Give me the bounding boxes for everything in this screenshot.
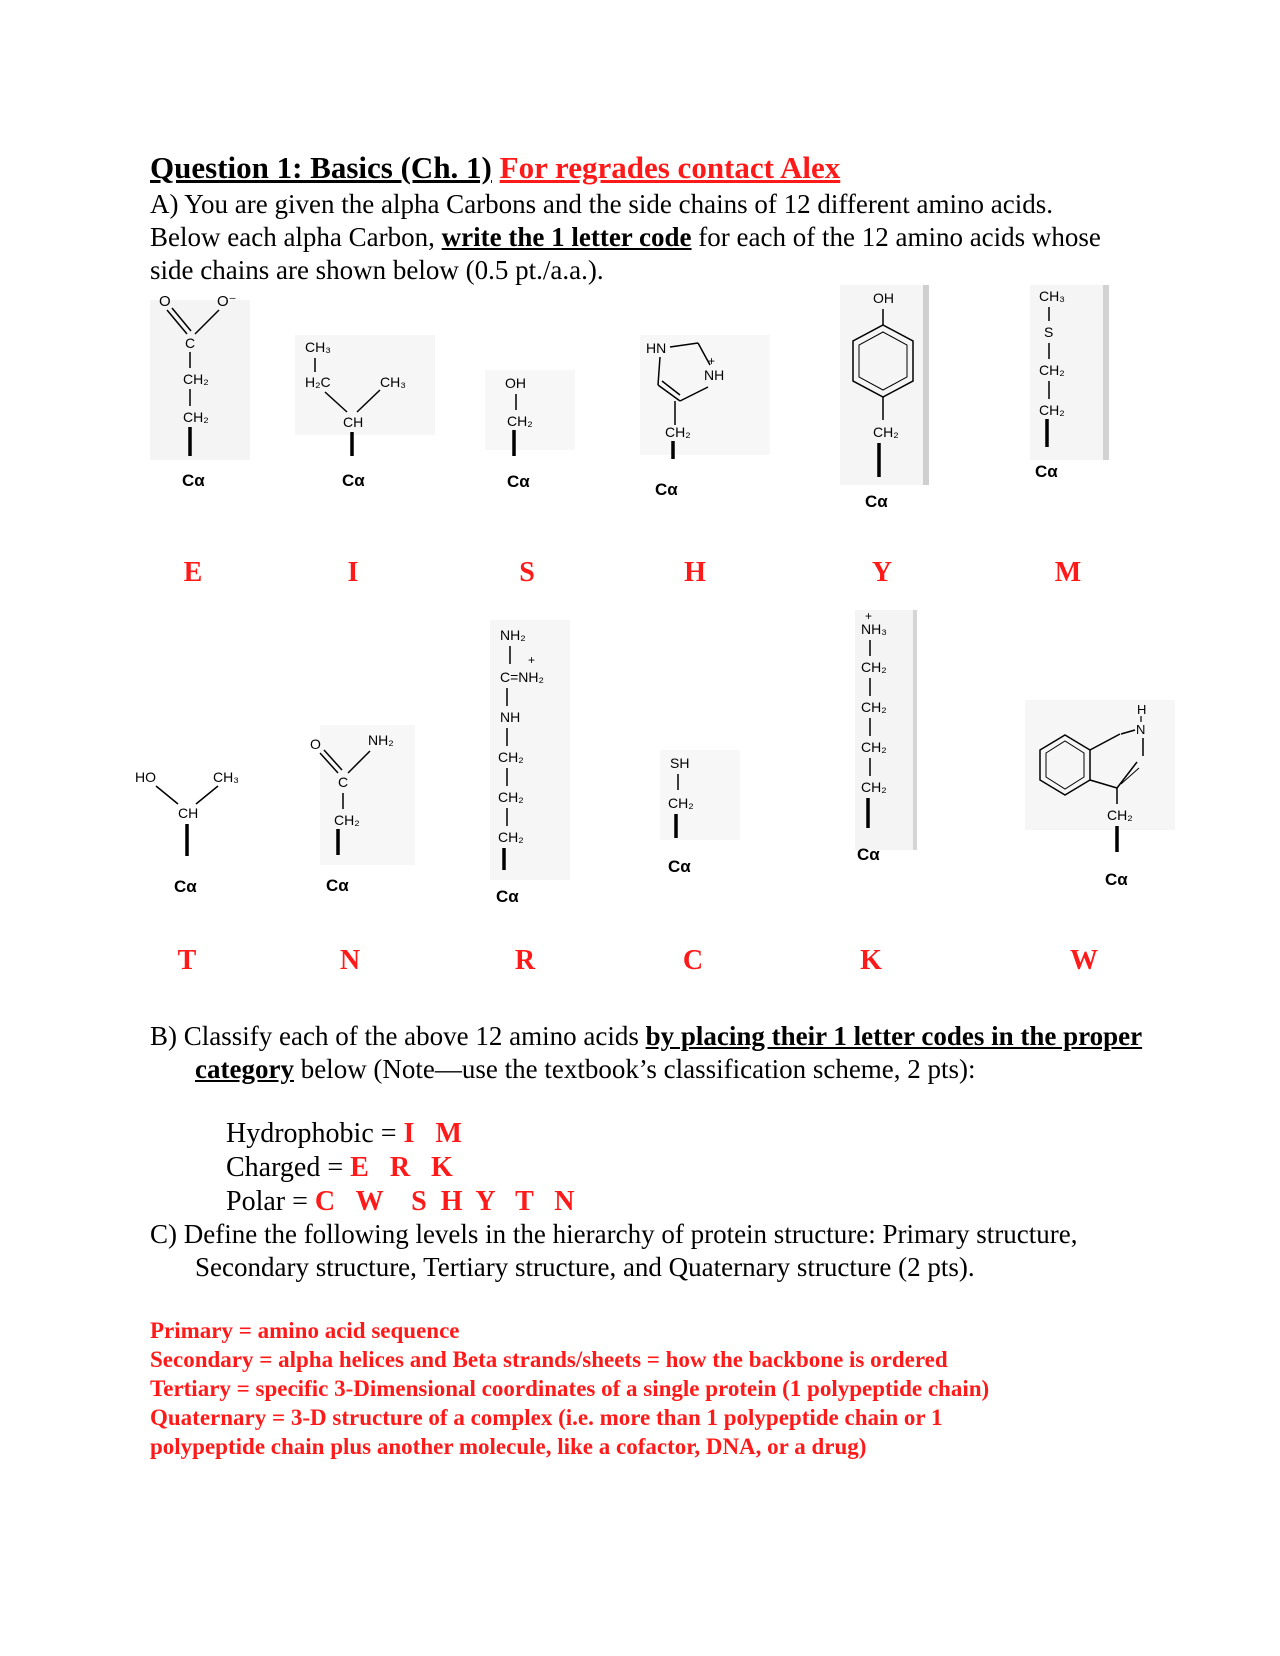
hydrophobic-row [226,1117,462,1151]
answer-10: C [682,945,704,976]
asparagine-diagram [300,725,430,905]
ominus-label: O⁻ [217,293,237,310]
structure-tryptophan [1025,700,1185,910]
ch2-label: CH₂ [183,371,209,387]
answer-8: N [339,945,361,976]
c-alpha-label: Cα [326,876,349,895]
plus-label: + [865,609,873,623]
ch2-label: CH₂ [1107,807,1133,823]
c-alpha-label: Cα [655,480,678,499]
answer-secondary: Secondary = alpha helices and Beta strands/sheets = how the backbone is ordered [150,1347,948,1372]
c-nh2-label: C=NH₂ [500,669,544,685]
title-regrade-note: For regrades contact Alex [499,150,841,185]
c-alpha-label: Cα [342,471,365,490]
question-title [150,150,840,186]
oh-label: OH [873,290,894,306]
ch2-label: CH₂ [1039,362,1065,378]
ch3-label: CH₃ [380,374,406,390]
structure-cysteine [660,750,760,900]
ho-label: HO [135,769,156,785]
sh-label: SH [670,755,690,771]
part-b-instructions [150,1020,1155,1086]
answer-9: R [514,945,536,976]
ch3-label: CH₃ [213,769,239,785]
hydrophobic-label: Hydrophobic = [226,1118,404,1149]
hydrophobic-values: I M [403,1118,462,1149]
tryptophan-diagram [1025,700,1185,910]
o-label: O [310,736,321,752]
structure-asparagine [300,725,430,905]
structure-tyrosine [835,285,935,535]
ch2-label: CH₂ [861,659,887,675]
lysine-diagram [855,610,955,890]
isoleucine-diagram [295,330,435,510]
nh2-label: NH₂ [368,732,394,748]
ch2-label: CH₂ [498,829,524,845]
ch2-label: CH₂ [861,699,887,715]
structure-serine [485,370,575,510]
c-alpha-label: Cα [857,845,880,864]
arginine-diagram [490,620,600,930]
charged-row [226,1151,453,1185]
answer-3: S [519,557,535,588]
glutamate-diagram [145,290,255,510]
answer-quaternary-line2: polypeptide chain plus another molecule, like a cofactor, DNA, or a drug) [150,1434,867,1459]
ch-label: CH [178,805,199,821]
answer-tertiary: Tertiary = specific 3-Dimensional coordinates of a single protein (1 polypeptide chain) [150,1376,990,1401]
nh-label: NH [704,367,725,383]
histidine-diagram [640,335,770,515]
ch3-label: CH₃ [305,339,331,355]
ch2-label: CH₂ [861,739,887,755]
c-alpha-label: Cα [1035,462,1058,481]
structure-arginine [490,620,600,930]
h2c-label: H₂C [305,374,331,390]
structure-histidine [640,335,770,515]
s-label: S [1044,324,1054,340]
nh3-label: NH₃ [861,621,887,637]
structure-threonine [130,760,250,910]
plus-label: + [528,653,536,667]
c-alpha-label: Cα [668,857,691,876]
answer-5: Y [871,557,893,588]
c-alpha-label: Cα [1105,870,1128,889]
answer-4: H [684,557,706,588]
ch2-label: CH₂ [507,413,533,429]
ch2-label: CH₂ [498,789,524,805]
serine-diagram [485,370,575,510]
title-main: Question 1: Basics (Ch. 1) [150,150,492,185]
charged-label: Charged = [226,1152,351,1183]
structure-lysine [855,610,955,890]
answer-quaternary-line1: Quaternary = 3-D structure of a complex (i.e. more than 1 polypeptide chain or 1 [150,1405,943,1430]
ch2-label: CH₂ [665,424,691,440]
cysteine-diagram [660,750,760,900]
oh-label: OH [505,375,526,391]
ch2-label: CH₂ [183,409,209,425]
answer-7: T [177,945,197,976]
c-alpha-label: Cα [865,492,888,511]
o-label: O [159,293,171,310]
part-c-instructions: C) Define the following levels in the hierarchy of protein structure: Primary structure, Secondary structure, Tertiary structure, and Quaternary structure (2 pts). [150,1219,1078,1282]
ch-label: CH [343,414,364,430]
ch2-label: CH₂ [668,795,694,811]
part-b-text-end: below (Note—use the textbook’s classification scheme, 2 pts): [293,1054,976,1084]
ch2-label: CH₂ [861,779,887,795]
part-a-instructions [150,188,1130,287]
ch2-label: CH₂ [1039,402,1065,418]
h-label: H [1137,702,1147,717]
hn-label: HN [646,340,667,356]
c-alpha-label: Cα [496,887,519,906]
answer-6: M [1054,557,1082,588]
polar-row [226,1185,575,1219]
part-a-emphasis: write the 1 letter code [441,222,692,252]
nh-label: NH [500,709,521,725]
plus-label: + [708,354,716,368]
c-alpha-label: Cα [182,471,205,490]
answer-1: E [183,557,203,588]
c-alpha-label: Cα [174,877,197,896]
c-label: C [185,335,196,351]
part-b-emphasis: by placing their 1 letter codes in the proper category [195,1021,1143,1084]
part-a-text: A) You are given the alpha Carbons and the side chains of 12 different amino acids. Below each alpha Carbon, [150,189,1054,252]
polar-values: C W S H Y T N [314,1186,575,1217]
tyrosine-diagram [835,285,935,535]
answer-primary: Primary = amino acid sequence [150,1318,460,1343]
ch2-label: CH₂ [334,812,360,828]
ch2-label: CH₂ [498,749,524,765]
ch2-label: CH₂ [873,424,899,440]
part-a-text-end: for each of the 12 amino acids whose side chains are shown below (0.5 pt./a.a.). [150,222,1101,285]
nh2-label: NH₂ [500,627,526,643]
n-label: N [1136,722,1146,737]
answer-12: W [1070,945,1098,976]
charged-values: E R K [350,1152,453,1183]
answer-2: I [347,557,359,588]
structure-isoleucine [295,330,435,510]
polar-label: Polar = [226,1186,315,1217]
c-label: C [338,774,349,790]
answer-11: K [860,945,882,976]
structure-glutamate [145,290,255,510]
c-alpha-label: Cα [507,472,530,491]
threonine-diagram [130,760,250,910]
structure-methionine [1025,285,1115,515]
part-b-text: B) Classify each of the above 12 amino acids [150,1021,646,1051]
methionine-diagram [1025,285,1115,515]
ch3-label: CH₃ [1039,288,1065,304]
